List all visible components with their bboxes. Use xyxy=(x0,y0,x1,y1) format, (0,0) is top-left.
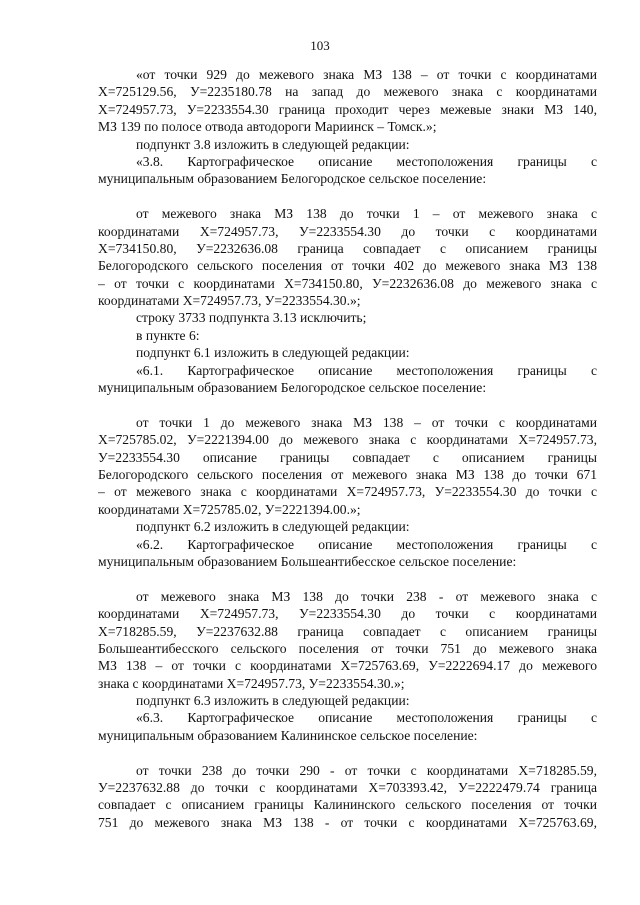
text-line: У=2237632.88 до точки с координатами Х=703393.42, У=2222479.74 граница xyxy=(98,780,597,796)
text-line: Х=725785.02, У=2221394.00 до межевого знака с координатами Х=724957.73, xyxy=(98,432,597,448)
text-line: в пункте 6: xyxy=(136,327,200,343)
text-line: от точки 1 до межевого знака МЗ 138 – от точки с координатами xyxy=(136,414,597,430)
text-line: подпункт 6.2 изложить в следующей редакции: xyxy=(136,519,410,535)
text-line: Большеантибесского сельского поселения от точки 751 до межевого знака xyxy=(98,640,597,656)
text-line: – от межевого знака с координатами Х=724957.73, У=2233554.30 до точки с xyxy=(98,484,597,500)
text-line: Х=718285.59, У=2237632.88 граница совпадает с описанием границы xyxy=(98,623,597,639)
text-line: «6.2. Картографическое описание местоположения границы с xyxy=(136,536,597,552)
text-line: от межевого знака МЗ 138 до точки 1 – от межевого знака с xyxy=(136,206,597,222)
page-number: 103 xyxy=(310,38,330,53)
text-line: Х=725129.56, У=2235180.78 на запад до межевого знака с координатами xyxy=(98,84,597,100)
text-line: У=2233554.30 описание границы совпадает с описанием границы xyxy=(98,449,597,465)
document-body xyxy=(98,66,597,831)
text-line: «6.3. Картографическое описание местоположения границы с xyxy=(136,710,597,726)
text-line: муниципальным образованием Белогородское сельское поселение: xyxy=(98,171,487,187)
text-line: «3.8. Картографическое описание местоположения границы с xyxy=(136,153,597,169)
text-line: – от точки с координатами Х=734150.80, У=2232636.08 до межевого знака с xyxy=(98,275,597,291)
text-line: «от точки 929 до межевого знака МЗ 138 – от точки с координатами xyxy=(136,67,597,82)
text-line: Х=724957.73, У=2233554.30 граница проходит через межевые знаки МЗ 140, xyxy=(98,101,597,117)
text-line: координатами Х=724957.73, У=2233554.30 до точки с координатами xyxy=(98,223,597,239)
text-line: Белогородского сельского поселения от точки 402 до межевого знака МЗ 138 xyxy=(98,258,597,274)
text-line: подпункт 6.1 изложить в следующей редакции: xyxy=(136,345,410,361)
paragraph-gap xyxy=(98,188,597,205)
text-line: муниципальным образованием Большеантибесское сельское поселение: xyxy=(98,553,517,569)
text-line: МЗ 139 по полосе отвода автодороги Мариинск – Томск.»; xyxy=(98,119,437,135)
text-line: координатами Х=725785.02, У=2221394.00.»; xyxy=(98,501,361,517)
text-line: Х=734150.80, У=2232636.08 граница совпадает с описанием границы xyxy=(98,240,597,256)
text-line: от межевого знака МЗ 138 до точки 238 - от межевого знака с xyxy=(136,588,597,604)
text-line: совпадает с описанием границы Калининского сельского поселения от точки xyxy=(98,797,597,813)
text-line: подпункт 6.3 изложить в следующей редакции: xyxy=(136,693,410,709)
text-line: подпункт 3.8 изложить в следующей редакции: xyxy=(136,136,410,152)
text-line: координатами Х=724957.73, У=2233554.30 до точки с координатами xyxy=(98,606,597,622)
text-line: строку 3733 подпункта 3.13 исключить; xyxy=(136,310,367,326)
text-line: координатами Х=724957.73, У=2233554.30.»; xyxy=(98,293,361,309)
text-line: «6.1. Картографическое описание местоположения границы с xyxy=(136,362,597,378)
paragraph-gap xyxy=(98,396,597,413)
paragraph-gap xyxy=(98,570,597,587)
text-line: от точки 238 до точки 290 - от точки с координатами Х=718285.59, xyxy=(136,762,597,778)
text-line: знака с координатами Х=724957.73, У=2233554.30.»; xyxy=(98,675,405,691)
text-line: Белогородского сельского поселения от межевого знака МЗ 138 до точки 671 xyxy=(98,466,597,482)
text-line: 751 до межевого знака МЗ 138 - от точки с координатами Х=725763.69, xyxy=(98,814,597,830)
paragraph-gap xyxy=(98,744,597,761)
text-line: муниципальным образованием Калининское сельское поселение: xyxy=(98,727,478,743)
text-line: муниципальным образованием Белогородское сельское поселение: xyxy=(98,380,487,396)
text-line: МЗ 138 – от точки с координатами Х=725763.69, У=2222694.17 до межевого xyxy=(98,658,597,674)
